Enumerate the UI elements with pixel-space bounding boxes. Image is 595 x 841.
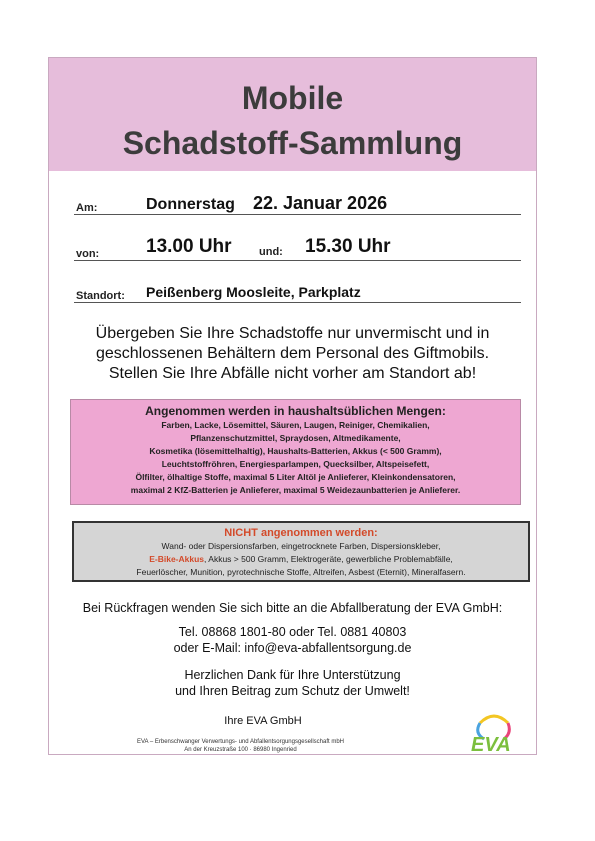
date-label: Am: <box>76 202 98 214</box>
location-label: Standort: <box>76 290 125 302</box>
accepted-line: Leuchtstoffröhren, Energiesparlampen, Quecksilber, Altspeisefett, <box>161 459 430 469</box>
thanks-line: Herzlichen Dank für Ihre Unterstützung <box>184 668 401 682</box>
notice-line: Stellen Sie Ihre Abfälle nicht vorher am Standort ab! <box>108 365 477 382</box>
eva-logo-text: EVA <box>471 734 511 756</box>
accepted-line: maximal 2 KfZ-Batterien je Anlieferer, maximal 5 Weidezaunbatterien je Anlieferer. <box>130 485 461 495</box>
contact-phone: Tel. 08868 1801-80 oder Tel. 0881 40803 <box>178 625 407 639</box>
from-label: von: <box>76 248 100 260</box>
not-accepted-line: Feuerlöscher, Munition, pyrotechnische Stoffe, Altreifen, Asbest (Eternit), Mineralfasern. <box>136 567 466 577</box>
not-accepted-line <box>74 553 528 566</box>
page-title-line1: Mobile <box>241 80 344 116</box>
not-accepted-line: Wand- oder Dispersionsfarben, eingetrocknete Farben, Dispersionskleber, <box>161 541 441 551</box>
weekday: Donnerstag <box>146 196 235 213</box>
e-bike-highlight: E-Bike-Akkus <box>149 554 205 564</box>
accepted-items-box <box>70 399 521 505</box>
notice-line: geschlossenen Behältern dem Personal des Giftmobils. <box>95 345 490 362</box>
company-footer-line: An der Kreuzstraße 100 · 86980 Ingenried <box>184 747 297 753</box>
not-accepted-heading: NICHT angenommen werden: <box>224 527 378 539</box>
company-footer-line: EVA – Erbenschwanger Verwertungs- und Abfallentsorgungsgesellschaft mbH <box>136 739 344 745</box>
divider <box>74 260 521 261</box>
accepted-heading: Angenommen werden in haushaltsüblichen Mengen: <box>145 404 446 418</box>
page-title-line2: Schadstoff-Sammlung <box>122 125 463 161</box>
accepted-line: Farben, Lacke, Lösemittel, Säuren, Laugen, Reiniger, Chemikalien, <box>161 420 430 430</box>
accepted-line: Kosmetika (lösemittelhaltig), Haushalts-Batterien, Akkus (< 500 Gramm), <box>149 446 442 456</box>
and-label: und: <box>259 246 283 258</box>
signature: Ihre EVA GmbH <box>224 715 302 727</box>
accepted-line: Ölfilter, ölhaltige Stoffe, maximal 5 Liter Altöl je Anlieferer, Kleinkondensatoren, <box>135 472 456 482</box>
handover-notice <box>70 324 515 384</box>
event-date: 22. Januar 2026 <box>253 193 388 213</box>
thanks-line: und Ihren Beitrag zum Schutz der Umwelt! <box>175 684 410 698</box>
location: Peißenberg Moosleite, Parkplatz <box>146 284 361 300</box>
contact-intro: Bei Rückfragen wenden Sie sich bitte an die Abfallberatung der EVA GmbH: <box>82 601 503 615</box>
not-accepted-items-box <box>72 521 530 582</box>
accepted-line: Pflanzenschutzmittel, Spraydosen, Altmedikamente, <box>190 433 401 443</box>
not-accepted-line-rest: , Akkus > 500 Gramm, Elektrogeräte, gewerbliche Problemabfälle, <box>204 554 453 564</box>
notice-line: Übergeben Sie Ihre Schadstoffe nur unvermischt und in <box>95 325 490 342</box>
divider <box>74 302 521 303</box>
divider <box>74 214 521 215</box>
end-time: 15.30 Uhr <box>305 236 391 257</box>
start-time: 13.00 Uhr <box>146 236 232 257</box>
contact-email: oder E-Mail: info@eva-abfallentsorgung.de <box>173 641 412 655</box>
